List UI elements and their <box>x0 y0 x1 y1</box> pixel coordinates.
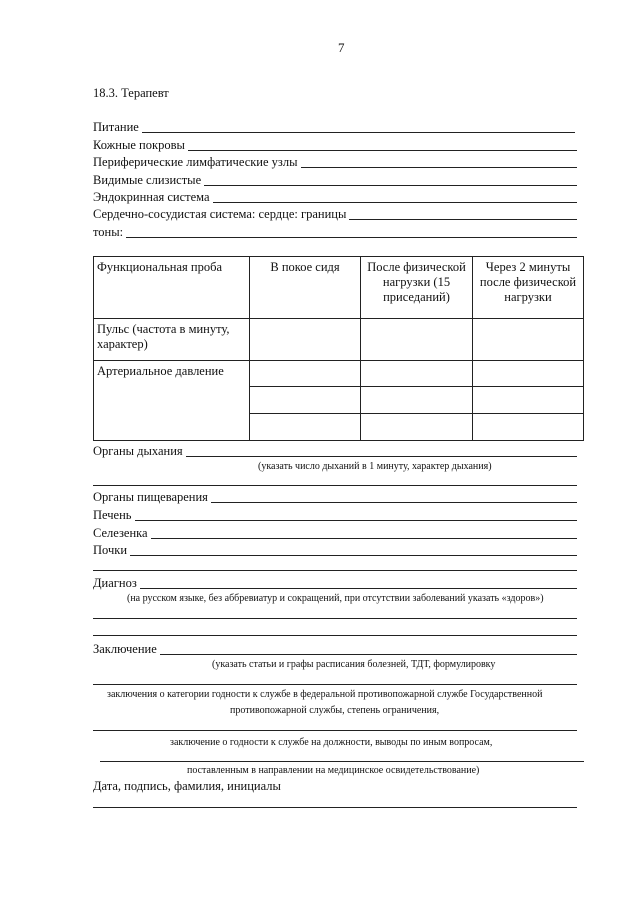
field-kidneys-label: Почки <box>93 543 128 557</box>
table-cell[interactable] <box>250 361 361 387</box>
field-liver[interactable] <box>93 507 577 523</box>
field-digestive-label: Органы пищеварения <box>93 490 208 504</box>
blank-line[interactable] <box>93 618 577 619</box>
table-cell[interactable] <box>473 387 584 414</box>
field-mucosa[interactable] <box>93 172 577 188</box>
field-skin[interactable] <box>93 137 577 153</box>
field-mucosa-label: Видимые слизистые <box>93 173 202 187</box>
field-kidneys[interactable] <box>93 542 577 558</box>
field-spleen-label: Селезенка <box>93 526 148 540</box>
diagnosis-hint: (на русском языке, без аббревиатур и сокращений, при отсутствии заболеваний указать «здоров») <box>127 593 544 604</box>
blank-line[interactable] <box>100 761 584 762</box>
blank-line[interactable] <box>93 684 577 685</box>
field-spleen[interactable] <box>93 525 577 541</box>
table-row-pulse-label: Пульс (частота в минуту, характер) <box>94 319 250 361</box>
table-cell[interactable] <box>361 361 473 387</box>
conclusion-hint-3: противопожарной службы, степень ограничения, <box>230 705 440 716</box>
field-respiratory[interactable] <box>93 443 577 459</box>
blank-line[interactable] <box>93 570 577 571</box>
conclusion-hint-1: (указать статьи и графы расписания болезней, ТДТ, формулировку <box>212 659 496 670</box>
field-lymph-nodes[interactable] <box>93 154 577 170</box>
conclusion-hint-2: заключения о категории годности к службе в федеральной противопожарной службе Государственной <box>107 689 543 700</box>
respiratory-hint: (указать число дыханий в 1 минуту, характер дыхания) <box>258 461 492 472</box>
table-header-test: Функциональная проба <box>94 257 250 319</box>
table-cell[interactable] <box>473 414 584 441</box>
table-cell[interactable] <box>361 414 473 441</box>
table-header-after-load: После физической нагрузки (15 приседаний) <box>361 257 473 319</box>
field-diagnosis-label: Диагноз <box>93 576 137 590</box>
table-cell[interactable] <box>473 319 584 361</box>
field-heart-borders[interactable] <box>93 206 577 222</box>
field-diagnosis[interactable] <box>93 575 577 591</box>
signature-line[interactable] <box>93 807 577 808</box>
table-header-2min: Через 2 минуты после физической нагрузки <box>473 257 584 319</box>
table-cell[interactable] <box>250 319 361 361</box>
table-cell[interactable] <box>361 387 473 414</box>
table-cell[interactable] <box>473 361 584 387</box>
field-nutrition[interactable] <box>93 119 575 135</box>
field-endocrine-label: Эндокринная система <box>93 190 210 204</box>
page-number: 7 <box>338 40 345 55</box>
field-liver-label: Печень <box>93 508 132 522</box>
table-cell[interactable] <box>250 414 361 441</box>
field-digestive[interactable] <box>93 489 577 505</box>
blank-line[interactable] <box>93 730 577 731</box>
signature-label: Дата, подпись, фамилия, инициалы <box>93 779 281 793</box>
conclusion-hint-5: поставленным в направлении на медицинское освидетельствование) <box>187 765 480 776</box>
field-respiratory-label: Органы дыхания <box>93 444 183 458</box>
field-conclusion[interactable] <box>93 641 577 657</box>
table-row-bp-label: Артериальное давление <box>94 361 250 441</box>
table-cell[interactable] <box>361 319 473 361</box>
field-heart-tones[interactable] <box>93 224 577 240</box>
conclusion-hint-4: заключение о годности к службе на должности, выводы по иным вопросам, <box>170 737 493 748</box>
field-lymph-nodes-label: Периферические лимфатические узлы <box>93 155 298 169</box>
functional-test-table <box>93 256 584 441</box>
field-nutrition-label: Питание <box>93 120 139 134</box>
blank-line[interactable] <box>93 485 577 486</box>
blank-line[interactable] <box>93 635 577 636</box>
table-cell[interactable] <box>250 387 361 414</box>
field-heart-borders-label: Сердечно-сосудистая система: сердце: границы <box>93 207 347 221</box>
field-skin-label: Кожные покровы <box>93 138 185 152</box>
table-header-rest: В покое сидя <box>250 257 361 319</box>
field-conclusion-label: Заключение <box>93 642 157 656</box>
field-endocrine[interactable] <box>93 189 577 205</box>
field-heart-tones-label: тоны: <box>93 225 124 239</box>
section-title: 18.3. Терапевт <box>93 86 169 100</box>
